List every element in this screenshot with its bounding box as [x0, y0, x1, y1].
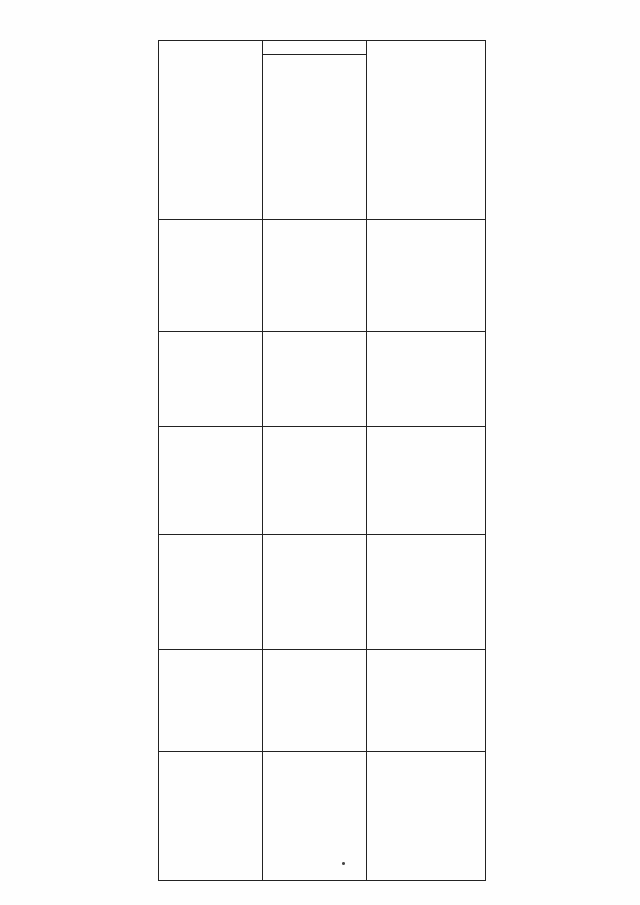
total-cell-c1: [159, 220, 263, 332]
total-label: [159, 41, 263, 220]
row-total-cell: [263, 752, 367, 881]
grand-total-cell: [159, 752, 263, 881]
header-col-4: [367, 535, 486, 650]
header-total: [367, 752, 486, 881]
value-cell-c2: [263, 332, 367, 427]
table-row: [263, 41, 367, 881]
value-cell-c3: [263, 427, 367, 535]
header-col-1: [367, 220, 486, 332]
value-cell-c4: [263, 535, 367, 650]
header-col-5: [367, 650, 486, 752]
header-name: [367, 41, 486, 220]
budget-table: [158, 40, 486, 881]
scan-speck: [342, 862, 345, 865]
header-col-3: [367, 427, 486, 535]
row-number: [263, 41, 367, 55]
header-col-2: [367, 332, 486, 427]
municipality-name: [263, 55, 367, 220]
table-header-row: [367, 41, 486, 881]
rotated-table-area: [158, 40, 486, 880]
total-cell-c4: [159, 535, 263, 650]
total-row: [159, 41, 263, 881]
value-cell-c1: [263, 220, 367, 332]
total-cell-c2: [159, 332, 263, 427]
value-cell-c5: [263, 650, 367, 752]
total-cell-c3: [159, 427, 263, 535]
total-cell-c5: [159, 650, 263, 752]
